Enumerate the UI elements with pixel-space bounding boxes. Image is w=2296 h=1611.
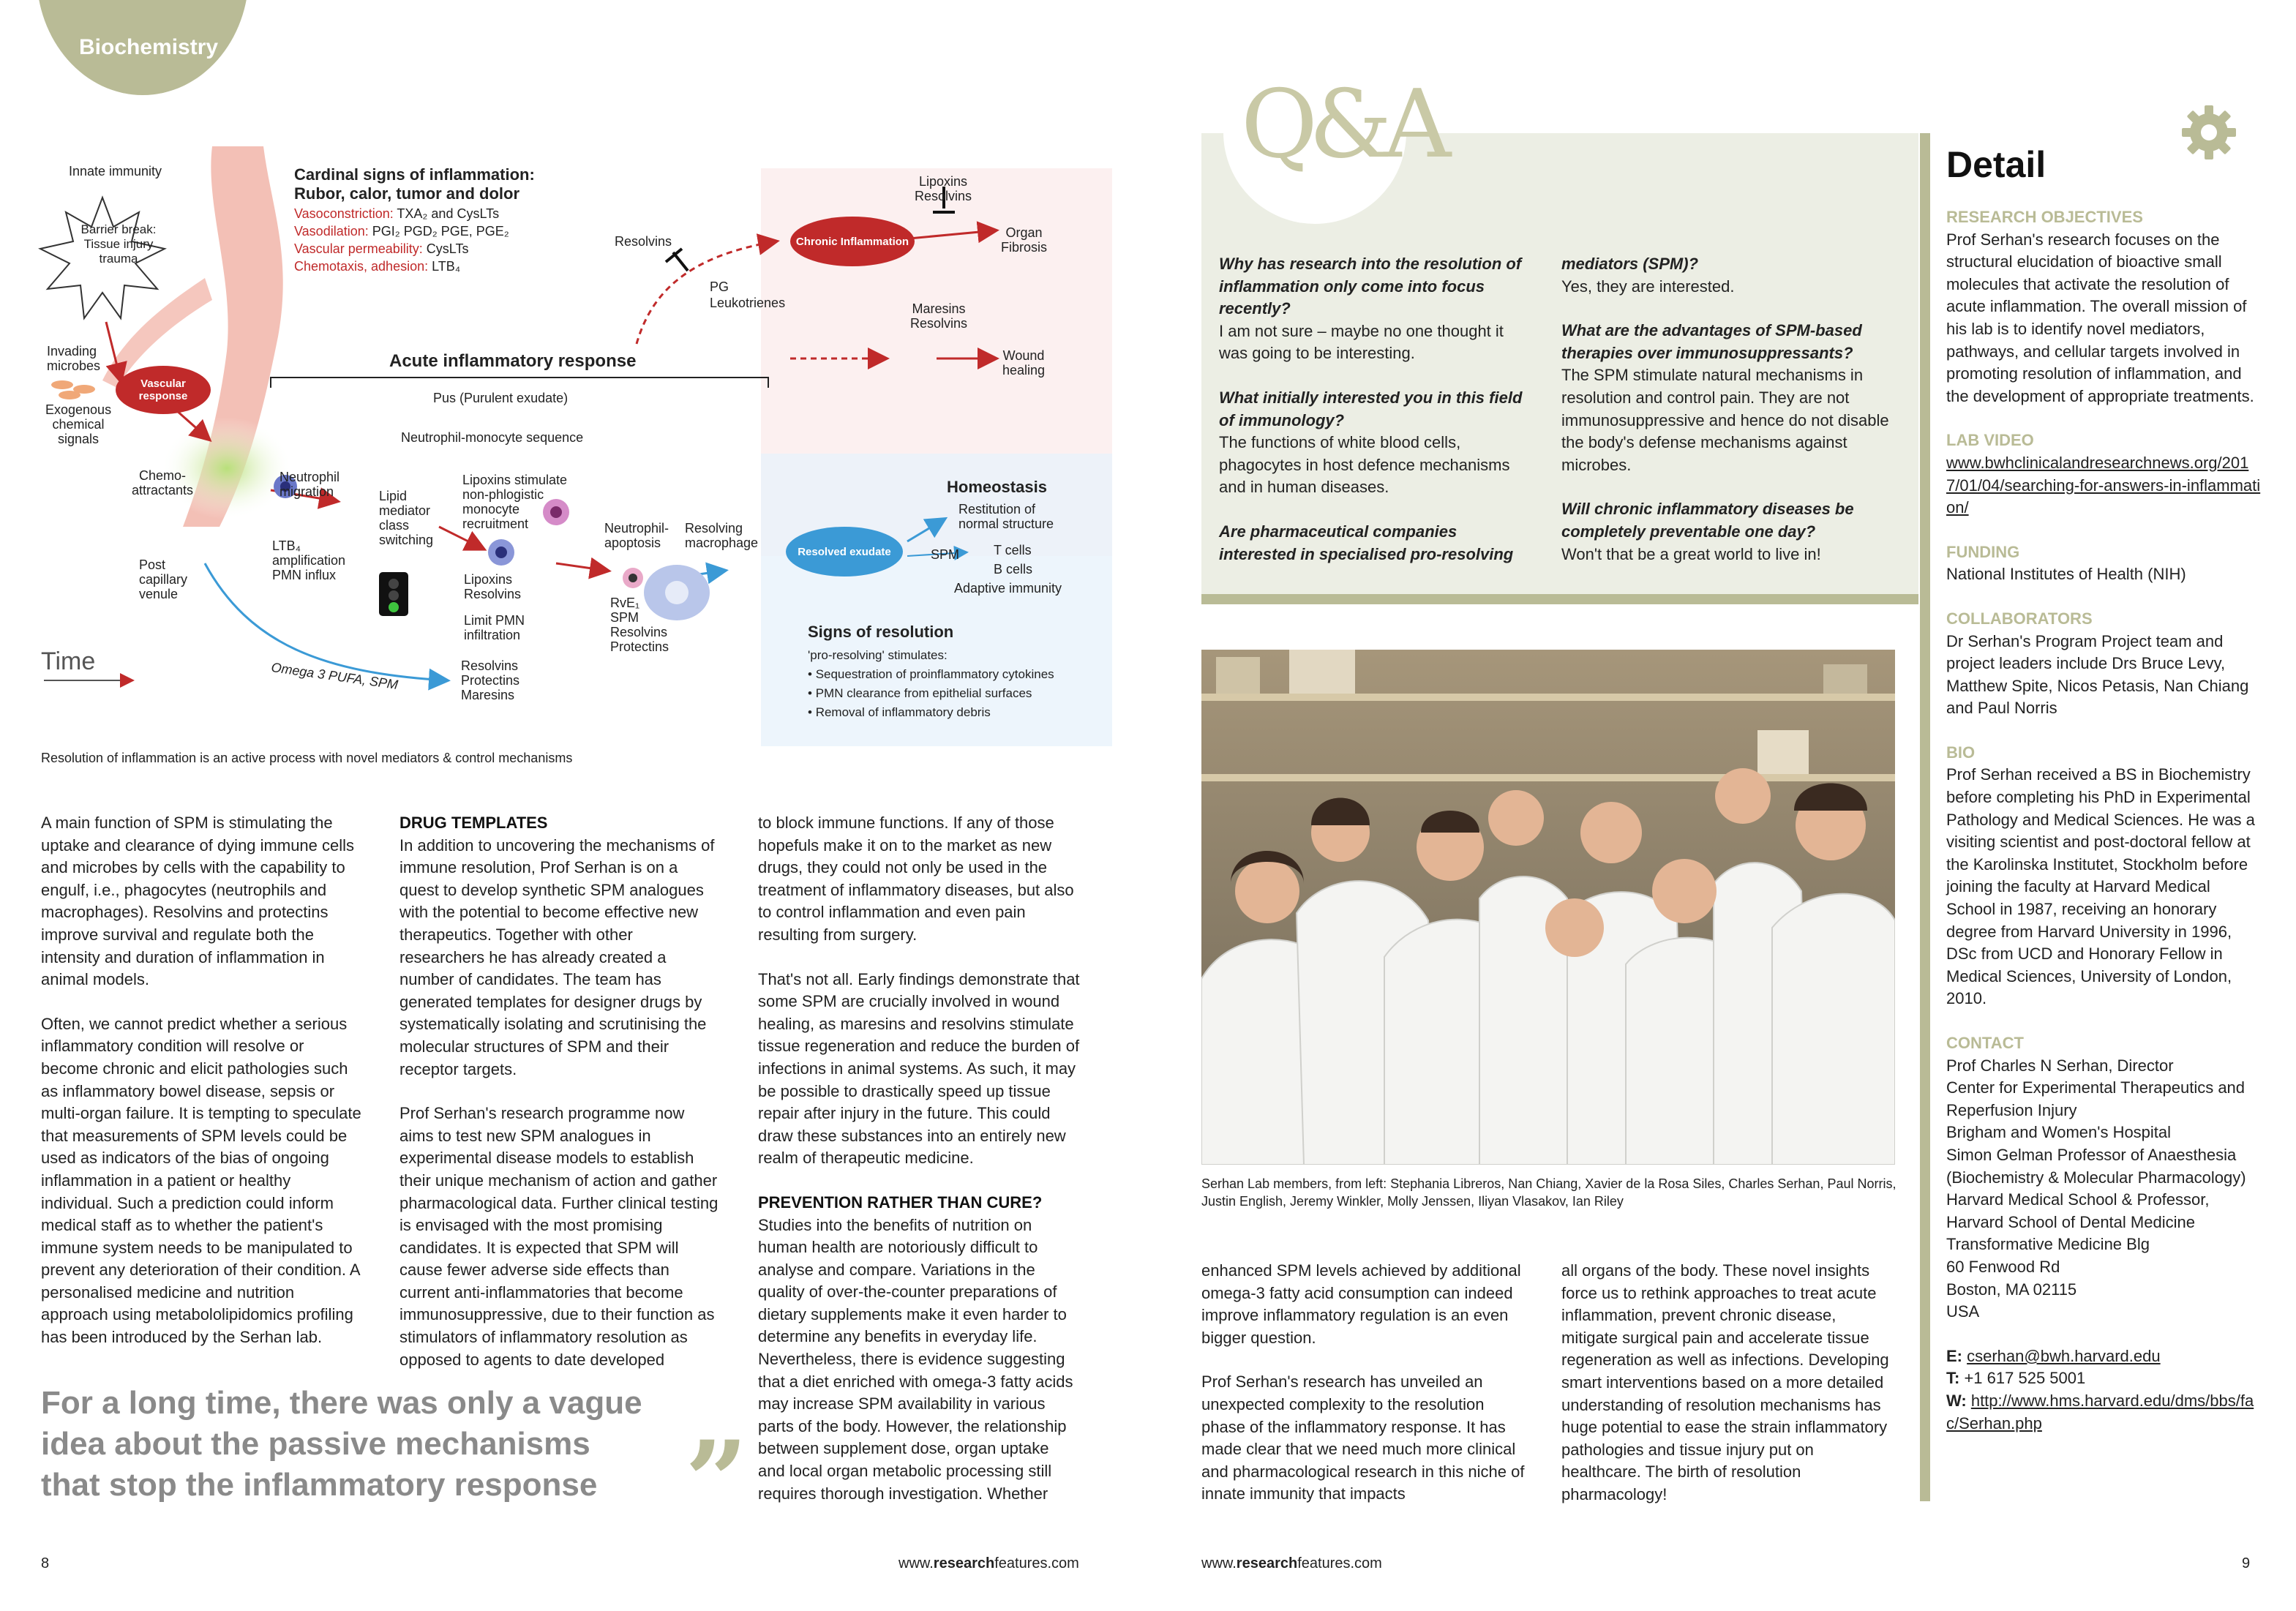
- paragraph: That's not all. Early findings demonstrate that some SPM are crucially involved in wound healing, as maresins and resolvins stimulate tissue regeneration and reduce the burden of infections in animal systems. As such, it may be possible to drastically speed up tissue repair after injury in the future. This could draw these substances into an entirely new realm of therapeutic medicine.: [758, 969, 1080, 1168]
- restitution-label: Restitution of normal structure: [958, 502, 1054, 531]
- qa-question: What initially interested you in this field of immunology?: [1219, 388, 1523, 429]
- column-5: [1561, 1260, 1891, 1506]
- email-link[interactable]: cserhan@bwh.harvard.edu: [1967, 1346, 2161, 1365]
- vascular-response-node: Vascular response: [116, 366, 211, 414]
- tel-row: [1946, 1367, 2261, 1390]
- qa-question: What are the advantages of SPM-based therapies over immunosuppressants?: [1561, 321, 1862, 362]
- cardinal-sign-label: Chemotaxis, adhesion:: [294, 259, 429, 274]
- pg-label: PG: [710, 279, 729, 294]
- limit-pmn-label: Limit PMN infiltration: [464, 613, 525, 642]
- bio-heading: BIO: [1946, 743, 1976, 762]
- footer-url-left[interactable]: [898, 1555, 1079, 1572]
- qa-question: Will chronic inflammatory diseases be completely preventable one day?: [1561, 500, 1854, 541]
- paragraph: Prof Serhan's research has unveiled an unexpected complexity to the resolution phase of the inflammatory response. It has made clear that we need much more clinical and pharmacological research in this niche of innate immunity that impacts: [1201, 1372, 1525, 1503]
- quote-mark-icon: ”: [685, 1417, 749, 1546]
- qa-column-1: [1219, 253, 1534, 566]
- tel-label: T:: [1946, 1369, 1960, 1388]
- photo-illustration: [1201, 650, 1895, 1165]
- video-link[interactable]: www.bwhclinicalandresearchnews.org/2017/01/04/searching-for-answers-in-inflammation/: [1946, 453, 2261, 517]
- pus-label: Pus (Purulent exudate): [433, 391, 569, 405]
- contact-line: Simon Gelman Professor of Anaesthesia (Biochemistry & Molecular Pharmacology): [1946, 1145, 2246, 1187]
- url-bold: research: [933, 1555, 995, 1571]
- inflammation-diagram: [29, 146, 1112, 776]
- paragraph: Studies into the benefits of nutrition on human health are notoriously difficult to analyse and compare. Variations in the quality of over-the-counter preparations of dietary supplements make it even harder to determine any benefits in everyday life. Nevertheless, there is evidence suggesting that a diet enriched with omega-3 fatty acids may increase SPM availability in various parts of the body. However, the relationship between supplement dose, organ uptake and local organ metabolic processing still requires thorough investigation. Whether: [758, 1215, 1073, 1503]
- bio-text: Prof Serhan received a BS in Biochemistry before completing his PhD in Experimental Pathology and Medical Sciences. He was a visiting scientist and post-doctoral fellow at the Karolinska Institutet, Stockholm before joining the faculty at Harvard Medical School in 1987, receiving an honorary degree from Harvard University in 1996, DSc from UCD and Honorary Fellow in Medical Sciences, University of London, 2010.: [1946, 765, 2255, 1008]
- collaborators-heading: COLLABORATORS: [1946, 609, 2093, 628]
- maresins-resolvins-label: Maresins Resolvins: [910, 301, 968, 331]
- url-prefix: www.: [1201, 1555, 1237, 1571]
- detail-accent-bar: [1920, 133, 1930, 1501]
- chemoattractants-label: Chemo- attractants: [132, 468, 194, 497]
- collaborators-text: Dr Serhan's Program Project team and project leaders include Drs Bruce Levy, Matthew Spite, Nicos Petasis, Nan Chiang and Paul Norris: [1946, 631, 2249, 718]
- rve1-label: RvE₁ SPM Resolvins Protectins: [610, 596, 669, 654]
- email-row: [1946, 1345, 2261, 1368]
- t-cells-label: T cells: [994, 543, 1032, 557]
- web-row: [1946, 1390, 2261, 1435]
- signs-item-text: Removal of inflammatory debris: [815, 705, 991, 719]
- column-2: [399, 812, 721, 1371]
- column-1: [41, 812, 363, 1349]
- paragraph: enhanced SPM levels achieved by additional omega-3 fatty acid consumption can indeed improve inflammatory regulation is an even bigger question.: [1201, 1261, 1521, 1347]
- acute-response-label: Acute inflammatory response: [389, 351, 637, 371]
- lab-team-photo: [1201, 650, 1895, 1165]
- leukotrienes-label: Leukotrienes: [710, 296, 786, 310]
- pull-quote: For a long time, there was only a vague idea about the passive mechanisms that stop the inflammatory response: [41, 1385, 642, 1503]
- lipid-switching-label: Lipid mediator class switching: [379, 489, 434, 547]
- lipoxins-resolvins-mid: Lipoxins Resolvins: [464, 572, 522, 601]
- paragraph: to block immune functions. If any of those hopefuls make it on to the market as new drugs, they could not only be used in the treatment of inflammatory diseases, but also to control inflammation and even pain resulting from surgery.: [758, 814, 1074, 944]
- b-cells-label: B cells: [994, 562, 1033, 577]
- paragraph: Prof Serhan's research programme now aims to test new SPM analogues in experimental disease models to establish their unique mechanism of action and gather pharmacological data. Further clinical testing is envisaged with the most promising candidates. It is expected that SPM will cause fewer adverse side effects than current anti-inflammatories that become immunosuppressive, due to their function as stimulators of inflammatory resolution as opposed to agents to date developed: [399, 1104, 719, 1369]
- funding-text: National Institutes of Health (NIH): [1946, 565, 2186, 584]
- resolving-macrophage-label: Resolving macrophage: [685, 521, 759, 550]
- neutrophil-migration-label: Neutrophil migration: [280, 470, 340, 499]
- objectives-heading: RESEARCH OBJECTIVES: [1946, 208, 2143, 226]
- page-number-right: 9: [2242, 1555, 2251, 1571]
- contact-line: 60 Fenwood Rd: [1946, 1257, 2060, 1276]
- lipoxins-resolvins-label: Lipoxins Resolvins: [915, 174, 972, 203]
- cardinal-sign-label: Vasoconstriction:: [294, 206, 394, 221]
- resolved-exudate-node: Resolved exudate: [786, 527, 903, 577]
- spm-label: SPM: [931, 547, 960, 562]
- email-label: E:: [1946, 1346, 1962, 1365]
- signs-item: • PMN clearance from epithelial surfaces: [808, 686, 1032, 700]
- omega-products-label: Resolvins Protectins Maresins: [461, 658, 520, 702]
- contact-line: Boston, MA 02115: [1946, 1280, 2077, 1299]
- paragraph: In addition to uncovering the mechanisms of immune resolution, Prof Serhan is on a quest to develop synthetic SPM analogues with the potential to become effective new therapeutics. Together with other researchers he has already created a number of candidates. The team has generated templates for designer drugs by systematically isolating and scrutinising the molecular structures of SPM and their receptor targets.: [399, 835, 715, 1078]
- homeostasis-label: Homeostasis: [947, 478, 1047, 496]
- contact-line: Transformative Medicine Blg: [1946, 1235, 2150, 1254]
- web-link[interactable]: http://www.hms.harvard.edu/dms/bbs/fac/Serhan.php: [1946, 1391, 2254, 1432]
- adaptive-immunity-label: Adaptive immunity: [954, 581, 1062, 596]
- url-suffix: features.com: [1297, 1555, 1382, 1571]
- footer-url-right[interactable]: [1201, 1555, 1382, 1572]
- qa-question: mediators (SPM)?: [1561, 255, 1699, 273]
- signs-item-text: Sequestration of proinflammatory cytokines: [815, 667, 1054, 681]
- qa-answer: The functions of white blood cells, phagocytes in host defence mechanisms and in human diseases.: [1219, 433, 1510, 497]
- section-label: Biochemistry: [79, 35, 219, 59]
- barrier-break-label: Barrier break: Tissue injury trauma: [80, 222, 157, 266]
- invading-microbes-label: Invading microbes: [47, 344, 101, 373]
- post-capillary-label: Post capillary venule: [139, 557, 188, 601]
- paragraph: all organs of the body. These novel insights force us to rethink approaches to treat acute inflammation, prevent chronic disease, mitigate surgical pain and accelerate tissue regeneration as well as infections. Developing smart interventions based on a more detailed understanding of resolution mechanisms has huge potential to ease the strain inflammatory pathologies and tissue injury put on healthcare. The birth of resolution pharmacology!: [1561, 1261, 1889, 1503]
- contact-heading: CONTACT: [1946, 1034, 2024, 1052]
- prevention-heading: PREVENTION RATHER THAN CURE?: [758, 1193, 1043, 1212]
- lipoxins-stimulate-label: Lipoxins stimulate non-phlogistic monocyte recruitment: [462, 473, 568, 531]
- qa-logo: Q&A: [1241, 70, 1443, 179]
- objectives-text: Prof Serhan's research focuses on the structural elucidation of bioactive small molecules that activate the resolution of acute inflammation. The overall mission of his lab is to identify novel mediators, pathways, and cellular targets involved in promoting resolution of inflammation, and the development of appropriate treatments.: [1946, 230, 2254, 405]
- cardinal-sign-label: Vascular permeability:: [294, 241, 423, 256]
- column-3: [758, 812, 1080, 1505]
- contact-line: USA: [1946, 1302, 1980, 1321]
- omega3-label: Omega 3 PUFA, SPM: [270, 659, 399, 693]
- detail-title: Detail: [1946, 144, 2046, 185]
- apoptosis-label: Neutrophil- apoptosis: [604, 521, 669, 550]
- column-4: [1201, 1260, 1531, 1506]
- resolvins-label: Resolvins: [615, 234, 672, 249]
- qa-question: Why has research into the resolution of inflammation only come into focus recently?: [1219, 255, 1522, 318]
- wound-healing-label: Wound healing: [1002, 348, 1046, 378]
- chronic-inflammation-node: Chronic Inflammation: [790, 217, 915, 266]
- detail-content: [1946, 206, 2261, 1435]
- signs-item-text: PMN clearance from epithelial surfaces: [815, 686, 1032, 700]
- contact-line: Center for Experimental Therapeutics and Reperfusion Injury: [1946, 1078, 2246, 1119]
- qa-question: Are pharmaceutical companies interested in specialised pro-resolving: [1219, 522, 1514, 563]
- exogenous-signals-label: Exogenous chemical signals: [45, 402, 112, 446]
- organ-fibrosis-label: Organ Fibrosis: [1001, 225, 1048, 255]
- signs-resolution-title: Signs of resolution: [808, 623, 954, 641]
- paragraph: Often, we cannot predict whether a serious inflammatory condition will resolve or become chronic and elicit pathologies such as inflammatory bowel disease, sepsis or multi-organ failure. It is tempting to speculate that measurements of SPM levels could be used as indicators of the bias of ongoing inflammation in a patient or healthy individual. Such a prediction could inform medical staff as to whether the patient's immune system needs to be manipulated to prevent any deterioration of their condition. A personalised medicine and nutrition approach using metabololipidomics profiling has been introduced by the Serhan lab.: [41, 1014, 361, 1347]
- qa-answer: Won't that be a great world to live in!: [1561, 544, 1821, 563]
- tel-value: +1 617 525 5001: [1964, 1369, 2086, 1388]
- contact-line: Prof Charles N Serhan, Director: [1946, 1056, 2174, 1075]
- url-bold: research: [1236, 1555, 1298, 1571]
- innate-immunity-label: Innate immunity: [69, 164, 162, 179]
- gear-icon: [2179, 102, 2239, 162]
- video-heading: LAB VIDEO: [1946, 431, 2034, 450]
- time-label: Time: [41, 647, 96, 675]
- cardinal-sign-value: PGI₂ PGD₂ PGE, PGE₂: [372, 224, 509, 239]
- signs-resolution-subtitle: 'pro-resolving' stimulates:: [808, 648, 948, 662]
- qa-column-2: [1561, 253, 1891, 566]
- contact-line: Harvard Medical School & Professor, Harvard School of Dental Medicine: [1946, 1190, 2210, 1231]
- paragraph: A main function of SPM is stimulating the uptake and clearance of dying immune cells and microbes by cells with the capability to engulf, i.e., phagocytes (neutrophils and macrophages). Resolvins and protectins improve survival and regulate both the intensity and duration of inflammation in animal models.: [41, 814, 355, 989]
- qa-answer: Yes, they are interested.: [1561, 277, 1735, 296]
- contact-line: Brigham and Women's Hospital: [1946, 1123, 2172, 1142]
- qa-answer: The SPM stimulate natural mechanisms in resolution and control pain. They are not immunosuppressive and hence do not disable the body's defense mechanisms against microbes.: [1561, 366, 1889, 474]
- funding-heading: FUNDING: [1946, 542, 2020, 561]
- cardinal-signs-list: [294, 206, 509, 274]
- web-label: W:: [1946, 1391, 1967, 1410]
- url-suffix: features.com: [994, 1555, 1079, 1571]
- neutrophil-sequence-label: Neutrophil-monocyte sequence: [401, 430, 584, 445]
- photo-caption: Serhan Lab members, from left: Stephania Libreros, Nan Chiang, Xavier de la Rosa Siles, Charles Serhan, Paul Norris, Justin English, Jeremy Winkler, Molly Jenssen, Iliyan Vlasakov, Ian Riley: [1201, 1176, 1897, 1209]
- signs-item: • Removal of inflammatory debris: [808, 705, 991, 719]
- cardinal-sign-value: TXA₂ and CysLTs: [397, 206, 500, 221]
- qa-divider: [1201, 594, 1918, 604]
- ltb4-label: LTB₄ amplification PMN influx: [272, 538, 346, 582]
- url-prefix: www.: [898, 1555, 934, 1571]
- qa-answer: I am not sure – maybe no one thought it was going to be interesting.: [1219, 321, 1504, 363]
- cardinal-signs-title: Cardinal signs of inflammation: Rubor, calor, tumor and dolor: [294, 165, 535, 203]
- figure-caption: Resolution of inflammation is an active process with novel mediators & control mechanisms: [41, 751, 573, 765]
- page-number-left: 8: [41, 1555, 50, 1571]
- cardinal-sign-value: LTB₄: [432, 259, 461, 274]
- cardinal-sign-value: CysLTs: [426, 241, 469, 256]
- cardinal-sign-label: Vasodilation:: [294, 224, 369, 239]
- drug-templates-heading: DRUG TEMPLATES: [399, 814, 548, 832]
- signs-item: • Sequestration of proinflammatory cytokines: [808, 667, 1054, 681]
